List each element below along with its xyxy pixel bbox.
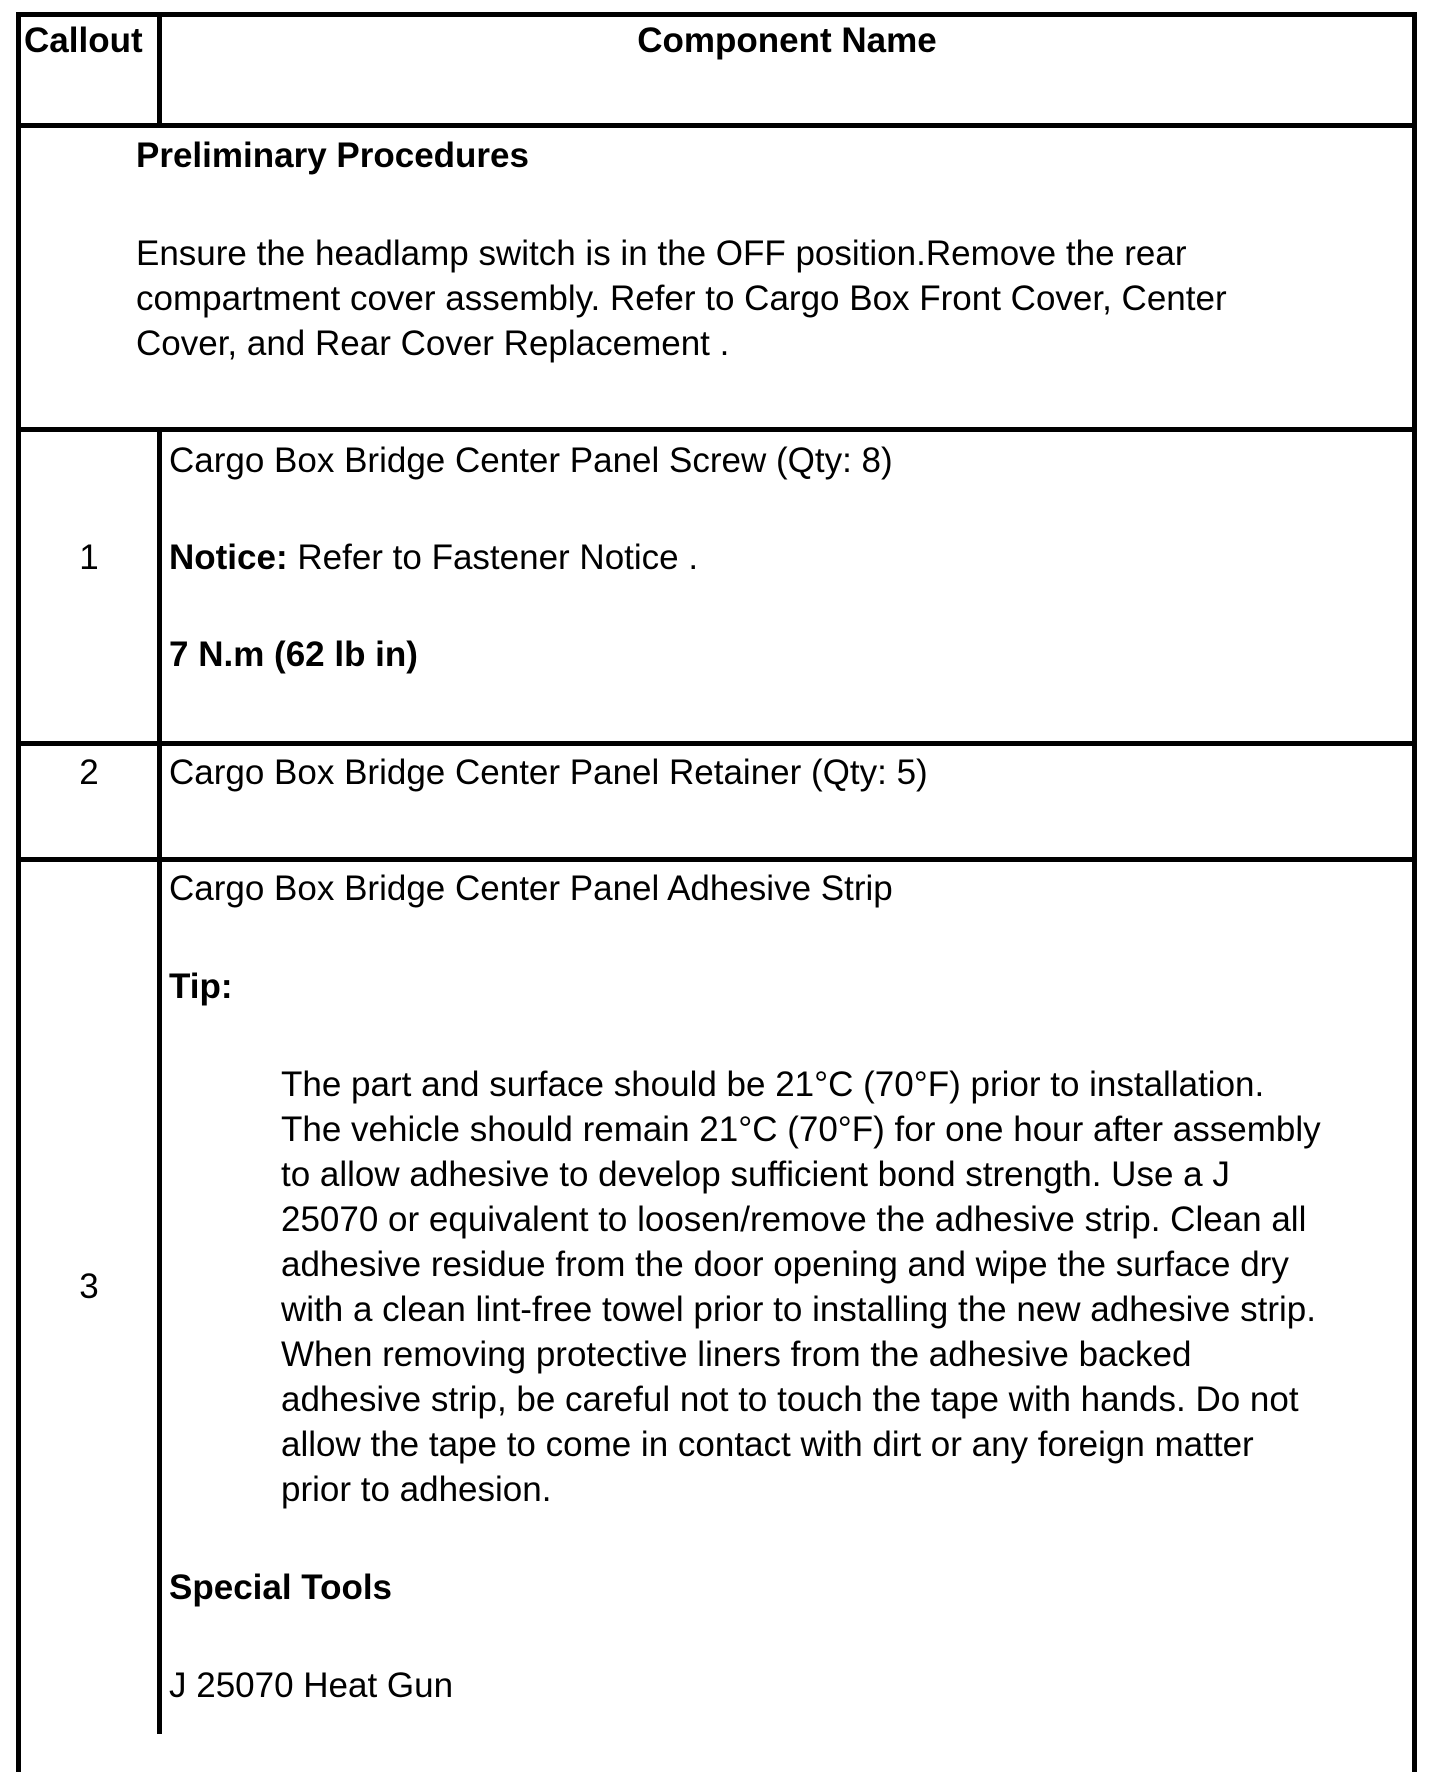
component-3-name: Cargo Box Bridge Center Panel Adhesive Strip [169,869,893,908]
preliminary-line: Cover, and Rear Cover Replacement . [136,324,730,363]
callout-3: 3 [79,1267,99,1306]
tip-line: adhesive residue from the door opening and wipe the surface dry [281,1245,1289,1284]
preliminary-divider [16,427,1417,432]
tip-label: Tip: [169,967,233,1006]
component-1-name: Cargo Box Bridge Center Panel Screw (Qty: 8) [169,441,893,480]
header-divider [16,123,1417,128]
component-1-notice [169,535,698,580]
notice-text: Refer to Fastener Notice . [287,538,699,577]
body-column-divider [157,427,162,1734]
tip-line: 25070 or equivalent to loosen/remove the adhesive strip. Clean all [281,1200,1307,1239]
callout-2: 2 [79,753,99,792]
tip-line: to allow adhesive to develop sufficient bond strength. Use a J [281,1155,1230,1194]
tip-line: allow the tape to come in contact with dirt or any foreign matter [281,1425,1254,1464]
tip-line: prior to adhesion. [281,1470,552,1509]
component-2-name: Cargo Box Bridge Center Panel Retainer (Qty: 5) [169,753,928,792]
tip-line: The part and surface should be 21°C (70°F) prior to installation. [281,1065,1265,1104]
callout-1: 1 [79,538,99,577]
header-component-name: Component Name [637,21,937,60]
row-2-divider [16,857,1417,862]
special-tools-item: J 25070 Heat Gun [169,1666,454,1705]
preliminary-title: Preliminary Procedures [136,136,529,175]
tip-line: When removing protective liners from the adhesive backed [281,1335,1192,1374]
preliminary-line: compartment cover assembly. Refer to Cargo Box Front Cover, Center [136,279,1227,318]
header-callout: Callout [24,21,143,60]
tip-line: with a clean lint-free towel prior to installing the new adhesive strip. [281,1290,1316,1329]
row-1-divider [16,741,1417,746]
tip-line: adhesive strip, be careful not to touch the tape with hands. Do not [281,1380,1299,1419]
notice-label: Notice: [169,538,288,577]
preliminary-line: Ensure the headlamp switch is in the OFF position.Remove the rear [136,234,1187,273]
component-1-torque: 7 N.m (62 lb in) [169,635,418,674]
special-tools-label: Special Tools [169,1568,393,1607]
tip-line: The vehicle should remain 21°C (70°F) for one hour after assembly [281,1110,1321,1149]
